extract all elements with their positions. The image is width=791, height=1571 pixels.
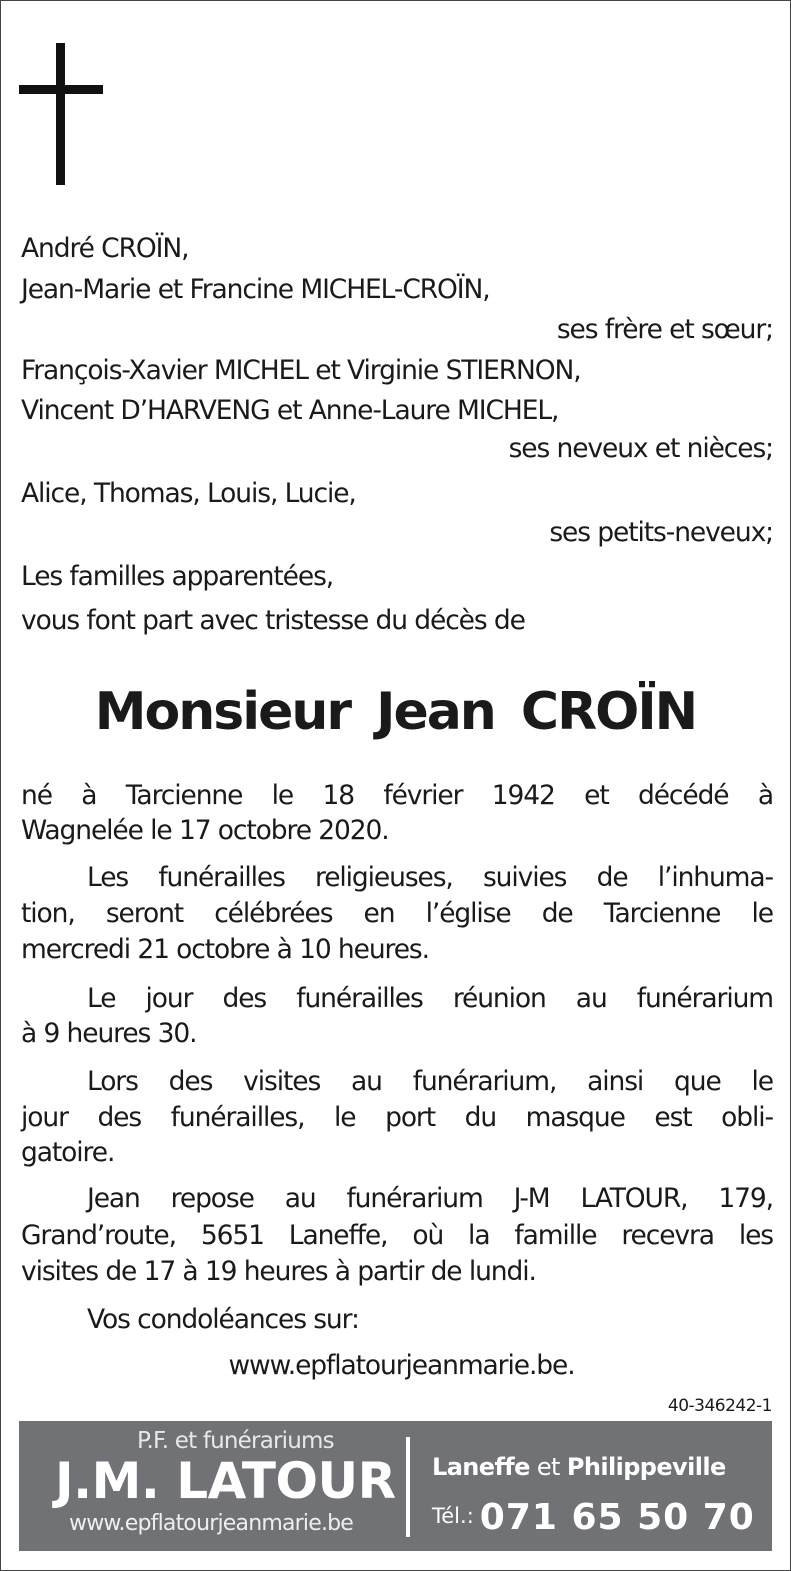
phone-label: Tél.: <box>432 1504 474 1528</box>
body-line: gatoire. <box>21 1137 115 1168</box>
location-joiner: et <box>529 1453 567 1481</box>
body-line: Grand’route, 5651 Laneffe, où la famille recevra les <box>21 1220 773 1251</box>
banner-tagline: P.F. et funérariums <box>137 1428 334 1454</box>
body-line: jour des funérailles, le port du masque est obli- <box>21 1102 773 1133</box>
body-line: mercredi 21 octobre à 10 heures. <box>21 934 429 965</box>
banner-phone <box>432 1497 755 1538</box>
family-line: Vincent D’HARVENG et Anne-Laure MICHEL, <box>21 395 559 426</box>
family-line: Les familles apparentées, <box>21 561 334 592</box>
banner-locations <box>432 1453 726 1481</box>
banner-divider <box>406 1437 410 1537</box>
body-line: visites de 17 à 19 heures à partir de lundi. <box>21 1256 536 1287</box>
cross-icon <box>19 43 103 185</box>
funeral-home-banner <box>19 1421 772 1551</box>
body-line: Vos condoléances sur: <box>87 1304 359 1335</box>
family-line: Alice, Thomas, Louis, Lucie, <box>21 478 356 509</box>
body-line: Les funérailles religieuses, suivies de l’inhuma- <box>87 862 773 893</box>
family-line: André CROÏN, <box>21 233 189 264</box>
body-line: né à Tarcienne le 18 février 1942 et décédé à <box>21 780 773 811</box>
reference-number: 40-346242-1 <box>667 1396 772 1416</box>
relation-line: ses petits-neveux; <box>549 517 773 548</box>
body-line: Le jour des funérailles réunion au funérarium <box>87 983 773 1014</box>
relation-line: ses neveux et nièces; <box>508 433 773 464</box>
location-philippeville: Philippeville <box>566 1453 726 1481</box>
body-line: Jean repose au funérarium J-M LATOUR, 179, <box>87 1183 773 1214</box>
phone-number[interactable]: 071 65 50 70 <box>479 1497 755 1538</box>
deceased-name: Monsieur Jean CROÏN <box>94 682 697 742</box>
body-line: Lors des visites au funérarium, ainsi que le <box>87 1066 773 1097</box>
banner-website[interactable]: www.epflatourjeanmarie.be <box>69 1511 354 1536</box>
body-line: à 9 heures 30. <box>21 1018 197 1049</box>
body-line: tion, seront célébrées en l’église de Tarcienne le <box>21 898 773 929</box>
intro-line: vous font part avec tristesse du décès de <box>21 605 525 636</box>
family-line: François-Xavier MICHEL et Virginie STIERNON, <box>21 355 581 386</box>
banner-brand: J.M. LATOUR <box>55 1452 396 1510</box>
family-line: Jean-Marie et Francine MICHEL-CROÏN, <box>21 274 490 305</box>
location-laneffe: Laneffe <box>432 1453 530 1481</box>
condolence-url[interactable]: www.epflatourjeanmarie.be. <box>228 1350 575 1381</box>
relation-line: ses frère et sœur; <box>556 314 773 345</box>
body-line: Wagnelée le 17 octobre 2020. <box>21 815 389 846</box>
